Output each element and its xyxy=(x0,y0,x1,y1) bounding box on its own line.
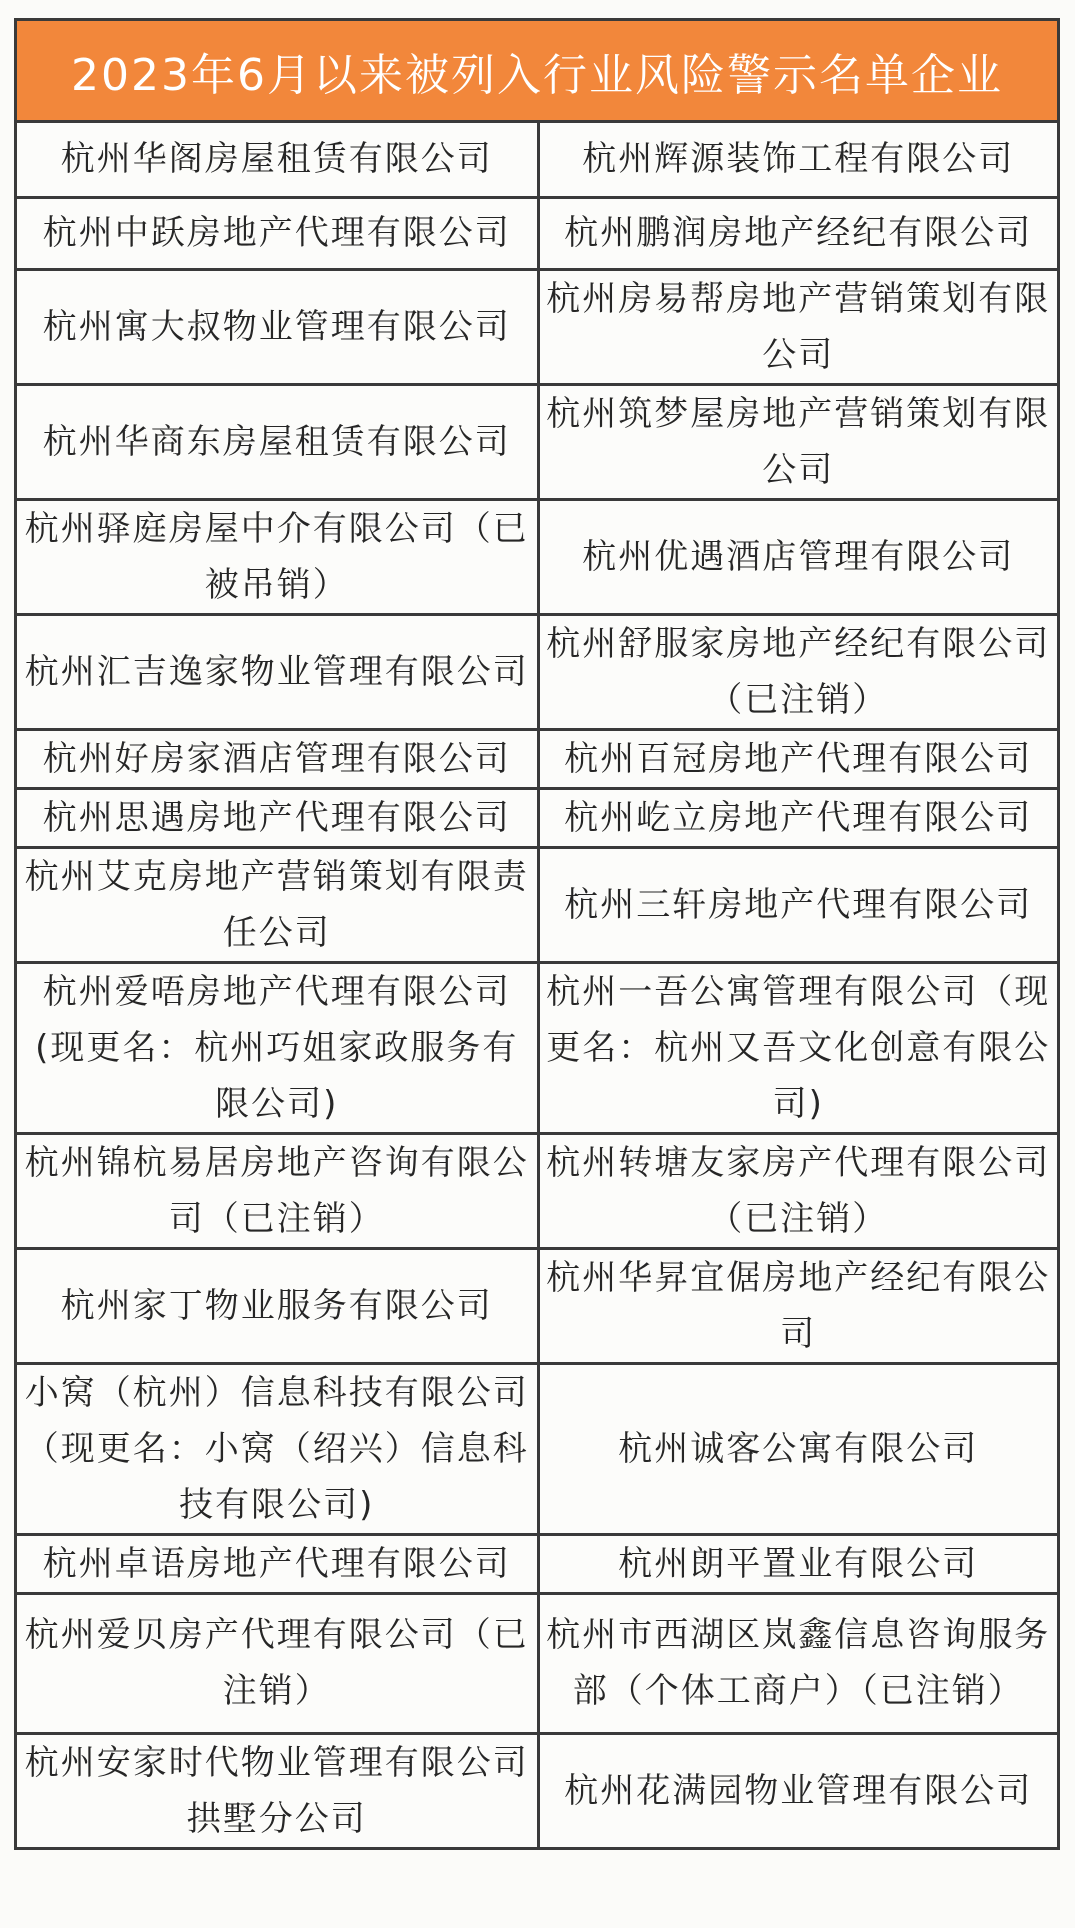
table-row xyxy=(17,1133,1057,1248)
company-name-cell: 杭州华昇宜倨房地产经纪有限公司 xyxy=(538,1248,1057,1363)
table-title: 2023年6月以来被列入行业风险警示名单企业 xyxy=(17,21,1057,123)
company-name-cell: 杭州驿庭房屋中介有限公司（已被吊销） xyxy=(17,499,538,614)
company-name-cell: 杭州转塘友家房产代理有限公司（已注销） xyxy=(538,1133,1057,1248)
company-name-cell: 杭州爱贝房产代理有限公司（已注销） xyxy=(17,1593,538,1733)
company-name-cell: 杭州舒服家房地产经纪有限公司（已注销） xyxy=(538,614,1057,729)
table-row xyxy=(17,1363,1057,1534)
company-name-cell: 杭州三轩房地产代理有限公司 xyxy=(538,847,1057,962)
risk-warning-table xyxy=(14,18,1060,1850)
table-row xyxy=(17,269,1057,384)
company-name-cell: 杭州爱唔房地产代理有限公司(现更名：杭州巧姐家政服务有限公司) xyxy=(17,962,538,1133)
company-name-cell: 杭州百冠房地产代理有限公司 xyxy=(538,729,1057,788)
company-name-cell: 杭州思遇房地产代理有限公司 xyxy=(17,788,538,847)
table-row xyxy=(17,1534,1057,1593)
table-row xyxy=(17,1248,1057,1363)
table-row xyxy=(17,123,1057,197)
company-name-cell: 杭州朗平置业有限公司 xyxy=(538,1534,1057,1593)
table-row xyxy=(17,384,1057,499)
company-name-cell: 杭州优遇酒店管理有限公司 xyxy=(538,499,1057,614)
company-name-cell: 杭州卓语房地产代理有限公司 xyxy=(17,1534,538,1593)
company-name-cell: 杭州筑梦屋房地产营销策划有限公司 xyxy=(538,384,1057,499)
company-name-cell: 杭州中跃房地产代理有限公司 xyxy=(17,197,538,269)
table-row xyxy=(17,729,1057,788)
company-name-cell: 杭州家丁物业服务有限公司 xyxy=(17,1248,538,1363)
company-name-cell: 杭州艾克房地产营销策划有限责任公司 xyxy=(17,847,538,962)
company-name-cell: 杭州安家时代物业管理有限公司拱墅分公司 xyxy=(17,1733,538,1848)
company-name-cell: 杭州鹏润房地产经纪有限公司 xyxy=(538,197,1057,269)
company-name-cell: 杭州好房家酒店管理有限公司 xyxy=(17,729,538,788)
company-name-cell: 杭州华阁房屋租赁有限公司 xyxy=(17,123,538,197)
company-name-cell: 杭州屹立房地产代理有限公司 xyxy=(538,788,1057,847)
company-name-cell: 杭州寓大叔物业管理有限公司 xyxy=(17,269,538,384)
company-name-cell: 杭州房易帮房地产营销策划有限公司 xyxy=(538,269,1057,384)
table-row xyxy=(17,1733,1057,1848)
company-name-cell: 杭州市西湖区岚鑫信息咨询服务部（个体工商户）（已注销） xyxy=(538,1593,1057,1733)
table-row xyxy=(17,499,1057,614)
table-row xyxy=(17,847,1057,962)
company-name-cell: 杭州汇吉逸家物业管理有限公司 xyxy=(17,614,538,729)
company-name-cell: 杭州一吾公寓管理有限公司（现更名：杭州又吾文化创意有限公司) xyxy=(538,962,1057,1133)
company-name-cell: 杭州锦杭易居房地产咨询有限公司（已注销） xyxy=(17,1133,538,1248)
table-row xyxy=(17,1593,1057,1733)
company-table xyxy=(17,123,1057,1850)
company-name-cell: 小窝（杭州）信息科技有限公司（现更名：小窝（绍兴）信息科技有限公司) xyxy=(17,1363,538,1534)
table-row xyxy=(17,962,1057,1133)
table-row xyxy=(17,788,1057,847)
table-row xyxy=(17,197,1057,269)
company-name-cell: 杭州华商东房屋租赁有限公司 xyxy=(17,384,538,499)
company-name-cell: 杭州辉源装饰工程有限公司 xyxy=(538,123,1057,197)
company-name-cell: 杭州诚客公寓有限公司 xyxy=(538,1363,1057,1534)
table-row xyxy=(17,614,1057,729)
company-name-cell: 杭州花满园物业管理有限公司 xyxy=(538,1733,1057,1848)
